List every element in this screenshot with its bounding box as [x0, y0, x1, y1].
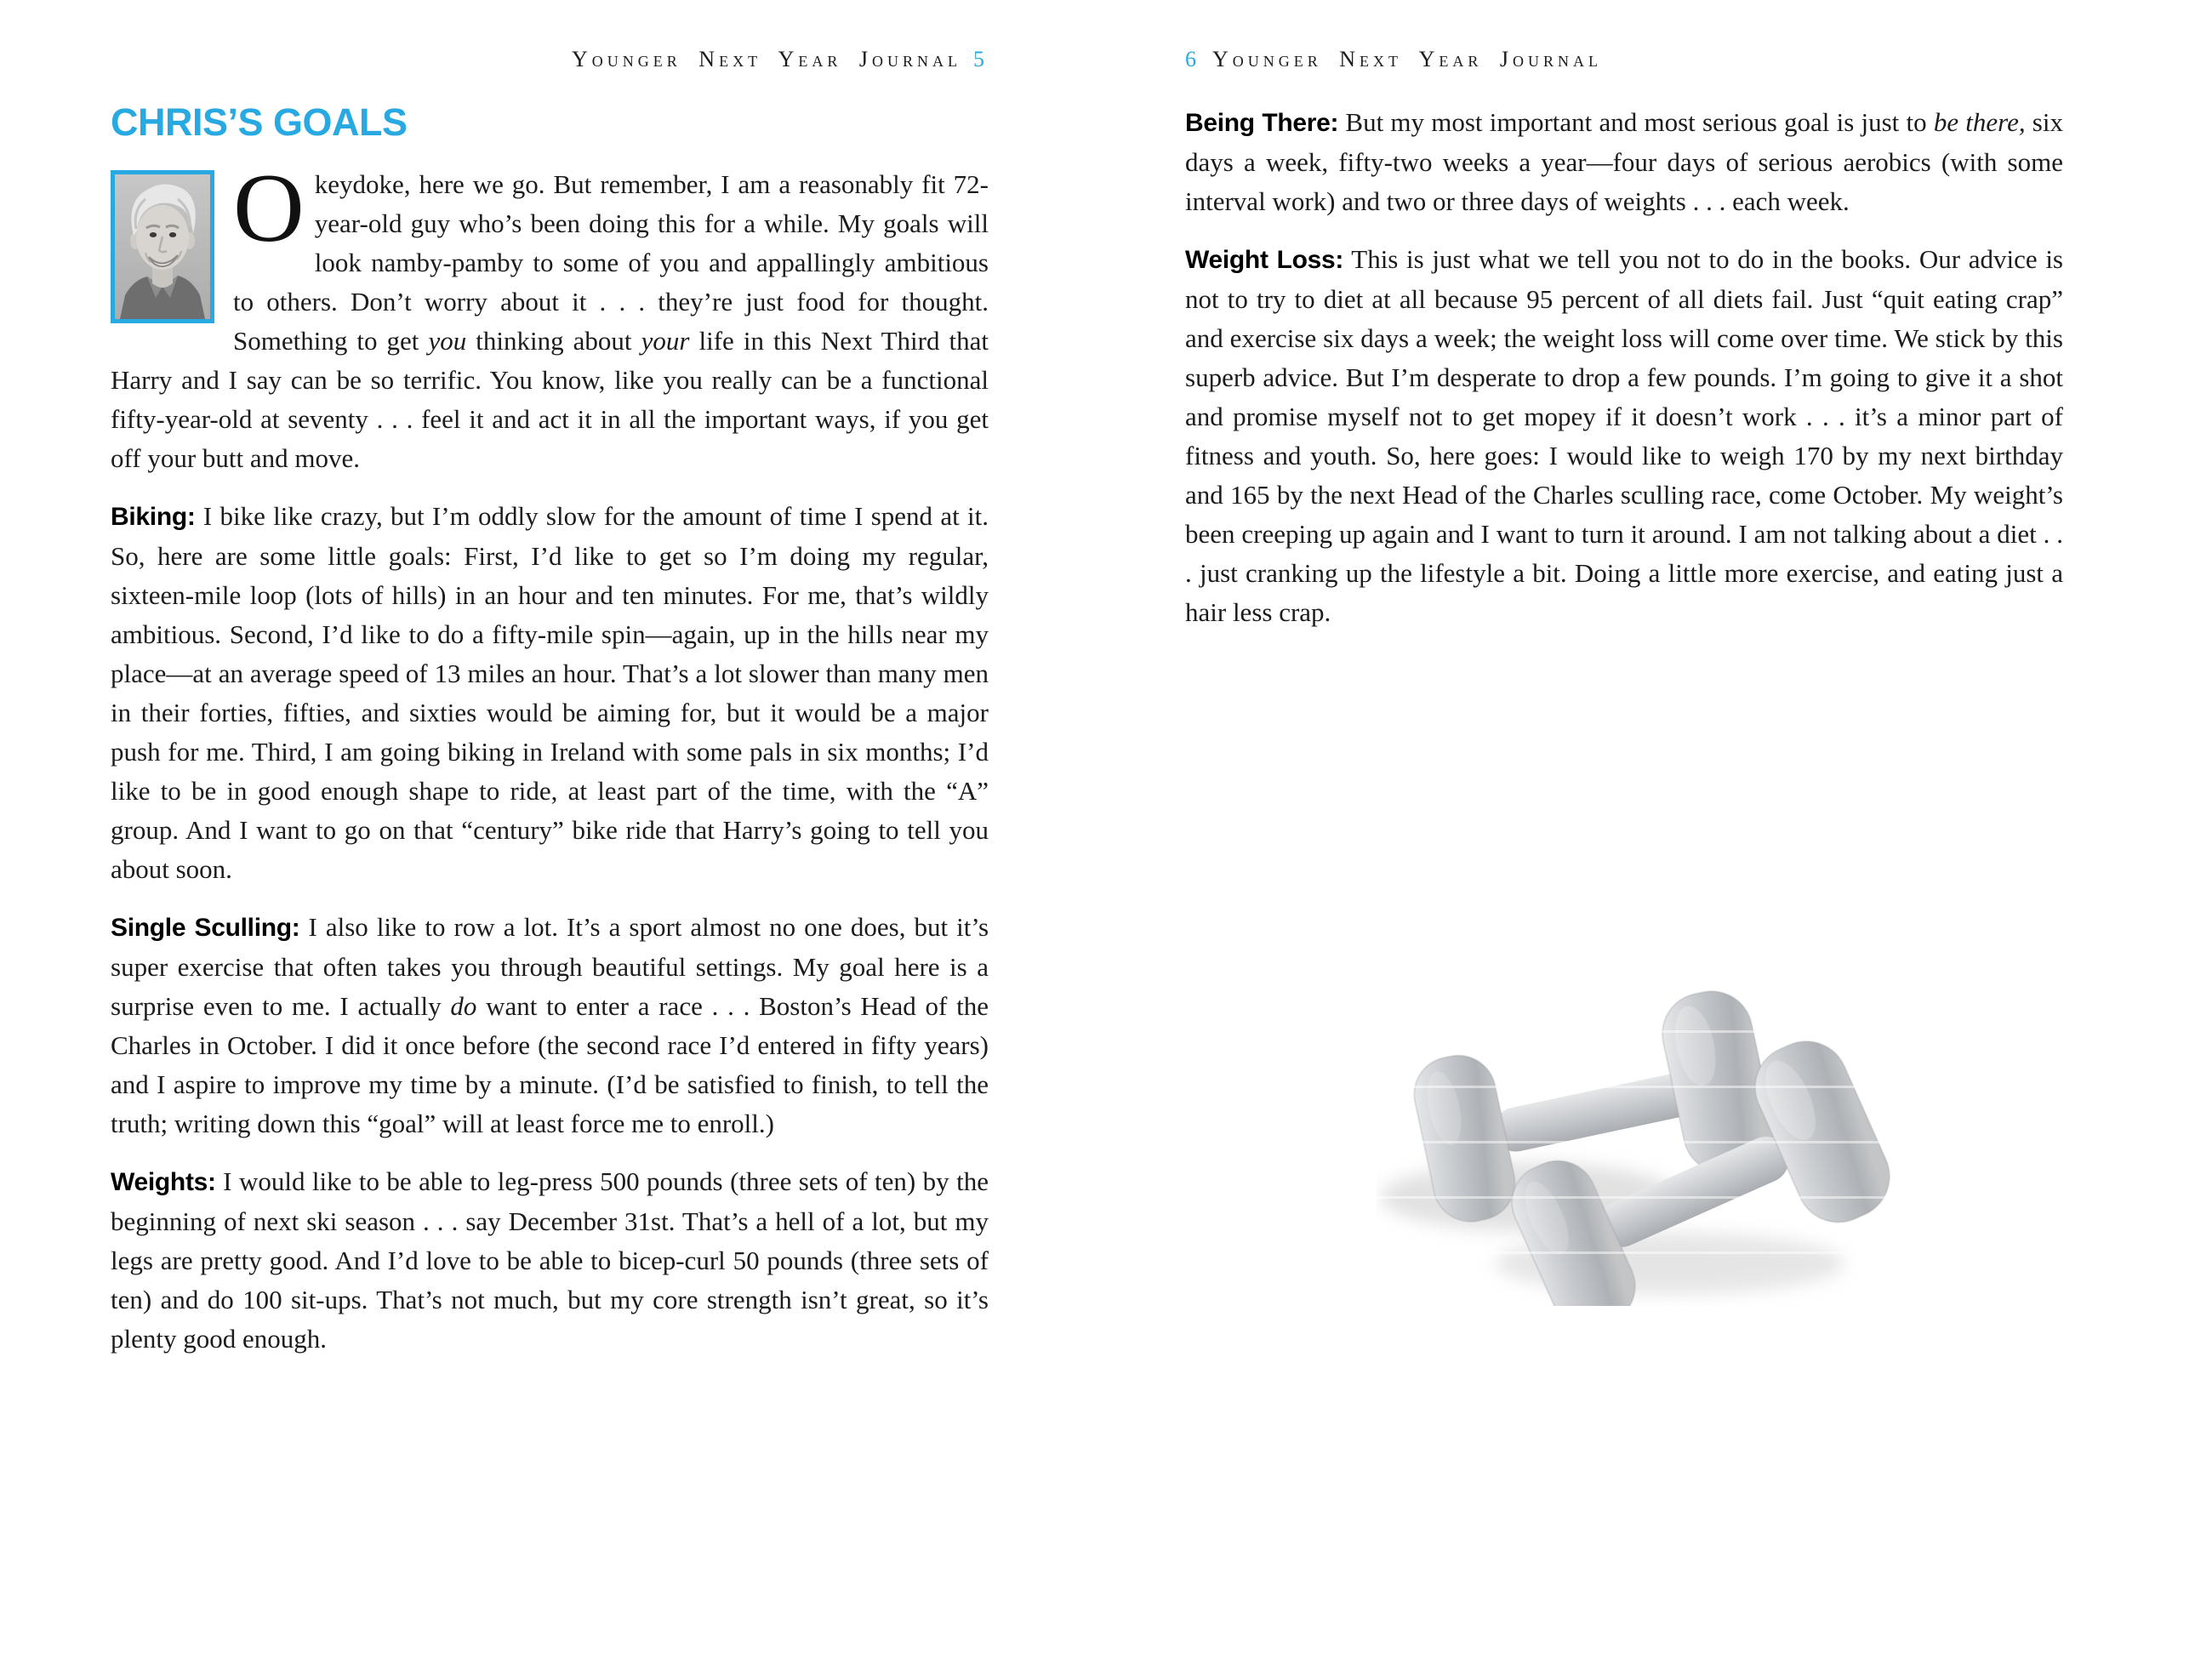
paragraph-weights: Weights: I would like to be able to leg-press 500 pounds (three sets of ten) by the beginning of next ski season . . . say December 31st. That’s a hell of a lot, but my legs are pretty good. And I’d love to be able to bicep-curl 50 pounds (three sets of ten) and do 100 sit-ups. That’s not much, but my core strength isn’t great, so it’s plenty good enough.: [111, 1166, 989, 1354]
portrait-illustration: [115, 174, 210, 319]
author-photo: [111, 170, 214, 323]
running-head-title: Younger Next Year Journal: [572, 47, 961, 71]
running-head-right: [1185, 47, 2063, 77]
running-head-title: Younger Next Year Journal: [1212, 47, 1602, 71]
drop-cap: O: [233, 154, 305, 263]
running-head-left: [111, 47, 989, 77]
intro-paragraph: [111, 154, 989, 478]
page-number-left: 5: [973, 47, 989, 71]
paragraph-being-there: Being There: But my most important and most serious goal is just to be there, six days a week, fifty-two weeks a year—four days of serious aerobics (with some interval work) and two or three days of weights . . . each week.: [1185, 107, 2063, 216]
page-left: [111, 47, 989, 1359]
paragraph-biking: Biking: I bike like crazy, but I’m oddly slow for the amount of time I spend at it. So, here are some little goals: First, I’d like to get so I’m doing my regular, sixteen-mile loop (lots of hills) in an hour and ten minutes. For me, that’s wildly ambitious. Second, I’d like to do a fifty-mile spin—again, up in the hills near my place—at an average speed of 13 miles an hour. That’s a lot slower than many men in their forties, fifties, and sixties would be aiming for, but it would be a major push for me. Third, I am going biking in Ireland with some pals in six months; I’d like to be in good enough shape to ride, at least part of the time, with the “A” group. And I want to go on that “century” bike ride that Harry’s going to tell you about soon.: [111, 501, 989, 884]
dumbbells-illustration: [1377, 966, 1972, 1306]
dumbbells-image: [1377, 966, 1972, 1306]
paragraph-single-sculling: Single Sculling: I also like to row a lot. It’s a sport almost no one does, but it’s super exercise that often takes you through beautiful settings. My goal here is a surprise even to me. I actually do want to enter a race . . . Boston’s Head of the Charles in October. I did it once before (the second race I’d entered in fifty years) and I aspire to improve my time by a minute. (I’d be satisfied to finish, to tell the truth; writing down this “goal” will at least force me to enroll.): [111, 912, 989, 1138]
intro-text: keydoke, here we go. But remember, I am a reasonably fit 72-year-old guy who’s been doing this for a while. My goals will look namby-pamby to some of you and appallingly ambitious to others. Don’t worry about it . . . they’re just food for thought. Something to get you thinking about your life in this Next Third that Harry and I say can be so terrific. You know, like you really can be a functional fifty-year-old at seventy . . . feel it and act it in all the important ways, if you get off your butt and move.: [111, 169, 989, 473]
page-right: [1185, 47, 2063, 632]
paragraph-weight-loss: Weight Loss: This is just what we tell you not to do in the books. Our advice is not to try to diet at all because 95 percent of all diets fail. Just “quit eating crap” and exercise six days a week; the weight loss will come over time. We stick by this superb advice. But I’m desperate to drop a few pounds. I’m going to give it a shot and promise myself not to get mopey if it doesn’t work . . . it’s a minor part of fitness and youth. So, here goes: I would like to weigh 170 by my next birthday and 165 by the next Head of the Charles sculling race, come October. My weight’s been creeping up again and I want to turn it around. I am not talking about a diet . . . just cranking up the lifestyle a bit. Doing a little more exercise, and eating just a hair less crap.: [1185, 244, 2063, 627]
section-heading: CHRIS’S GOALS: [111, 100, 408, 144]
page-number-right: 6: [1185, 47, 1200, 71]
